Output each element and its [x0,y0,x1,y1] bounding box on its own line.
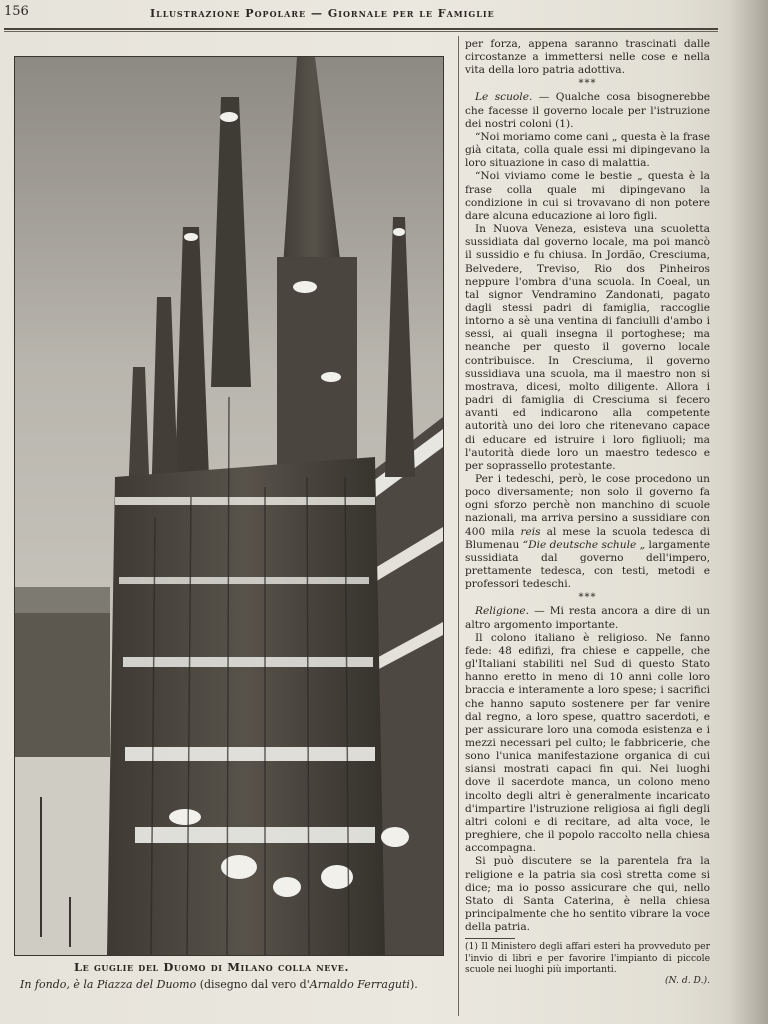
religion-paragraph-1: Religione. — Mi resta ancora a dire di un altro argomento importante. [465,605,710,631]
header-title: Illustrazione Popolare [150,7,307,20]
footnote-rule [465,938,515,939]
caption-plain-part: (disegno dal vero d' [196,978,310,991]
schools-paragraph-2: “Noi moriamo come cani „ questa è la frase già citata, colla quale essi mi dipingevano la loro situazione in caso di malattia. [465,130,710,170]
footnote-signature: (N. d. D.). [664,974,710,986]
article-column [465,38,710,986]
duomo-engraving [14,56,444,956]
religion-paragraph-3: Si può discutere se la parentela fra la religione e la patria sia così stretta come si dice; ma io posso assicurare che qui, nello Stato di Santa Caterina, è nella chiesa principalmente che ho sentito vibrare la voce della patria. [465,855,710,934]
schools-paragraph-4: In Nuova Veneza, esisteva una scuoletta sussidiata dal governo locale, ma poi mancò il sussidio e fu chiusa. In Jordão, Cresciuma, Belvedere, Treviso, Rio dos Pinheiros neppure l'ombra d'una scuola. In Coeal, un tal signor Vendramino Zandonati, pagato dagli stessi padri di famiglia, raccoglie intorno a sè una ventina di fanciulli d'ambo i sessi, ai quali insegna il portoghese; ma neanche per questo il governo locale contribuisce. In Cresciuma, il governo sussidiava una scuola, ma il maestro non si mostrava, dicesi, molto diligente. Allora i padri di famiglia di Cresciuma si fecero avanti ed indicarono alla competente autorità uno dei loro che ritenevano capace di educare ed istruire i loro figliuoli; ma l'autorità diede loro un maestro tedesco e per soprassello protestante. [465,223,710,472]
religion-heading: Religione. [475,605,530,618]
religion-paragraph-2: Il colono italiano è religioso. Ne fanno fede: 48 edifizi, fra chiese e cappelle, che gl'Italiani stabiliti nel Sud di questo Stato hanno eretto in meno di 10 anni colle loro braccia e interamente a loro spese; i sacrifici che hanno saputo sostenere per far venire dal regno, a loro spese, quattro sacerdoti, e per assicurare loro una comoda esistenza e i mezzi necessari pel culto; le fabbricerie, che sono l'unica manifestazione organica di cui siansi mostrati capaci fin qui. Nei luoghi dove il sacerdote manca, un colono meno incolto degli altri è generalmente incaricato d'impartire l'istruzione religiosa ai figli degli altri coloni e di recitare, ad alta voce, le preghiere, che il popolo raccolto nella chiesa accompagna. [465,631,710,855]
duomo-illustration [15,57,443,955]
schools-paragraph-3: “Noi viviamo come le bestie „ questa è la frase colla quale mi dipingevano la condizione in cui si trovavano di non potere dare alcuna educazione ai loro figli. [465,170,710,222]
schools-paragraph-1: Le scuole. — Qualche cosa bisognerebbe che facesse il governo locale per l'istruzione dei nostri coloni (1). [465,91,710,130]
header-subtitle: Giornale per le Famiglie [327,7,495,20]
schools-paragraph-5: Per i tedeschi, però, le cose procedono un poco diversamente; non solo il governo fa ogni sforzo perchè non manchino di scuole nazionali, ma arriva persino a sussidiare con 400 mila reis al mese la scuola tedesca di Blumenau “Die deutsche schule „ largamente sussidiata dal governo dell'impero, prettamente tedesca, con testi, metodi e professori tedeschi. [465,473,711,591]
header-rule [4,28,718,30]
section-separator-2: *** [578,592,597,604]
figure-caption-sub [20,978,418,991]
page-number: 156 [4,4,29,19]
footnote: (1) Il Ministero degli affari esteri ha provveduto per l'invio di libri e per favorire l'impianto di piccole scuole nei luoghi più importanti. (N. d. D.). [465,941,710,986]
header-rule-thin [4,31,718,32]
header-dash: — [310,7,323,20]
schools-heading: Le scuole. [475,91,533,104]
figure-caption-title: Le guglie del Duomo di Milano colla neve. [74,960,350,974]
caption-author: Arnaldo Ferraguti [309,978,410,991]
column-divider [458,36,459,1016]
page-gutter-shadow [728,0,768,1024]
section-separator: *** [578,78,597,90]
caption-italic-part: In fondo, è la Piazza del Duomo [20,978,197,991]
article-intro: per forza, appena saranno trascinati dalle circostanze a immettersi nelle cose e nella vita della loro patria adottiva. [465,38,710,77]
running-header [150,7,495,20]
caption-end: ). [409,978,418,991]
